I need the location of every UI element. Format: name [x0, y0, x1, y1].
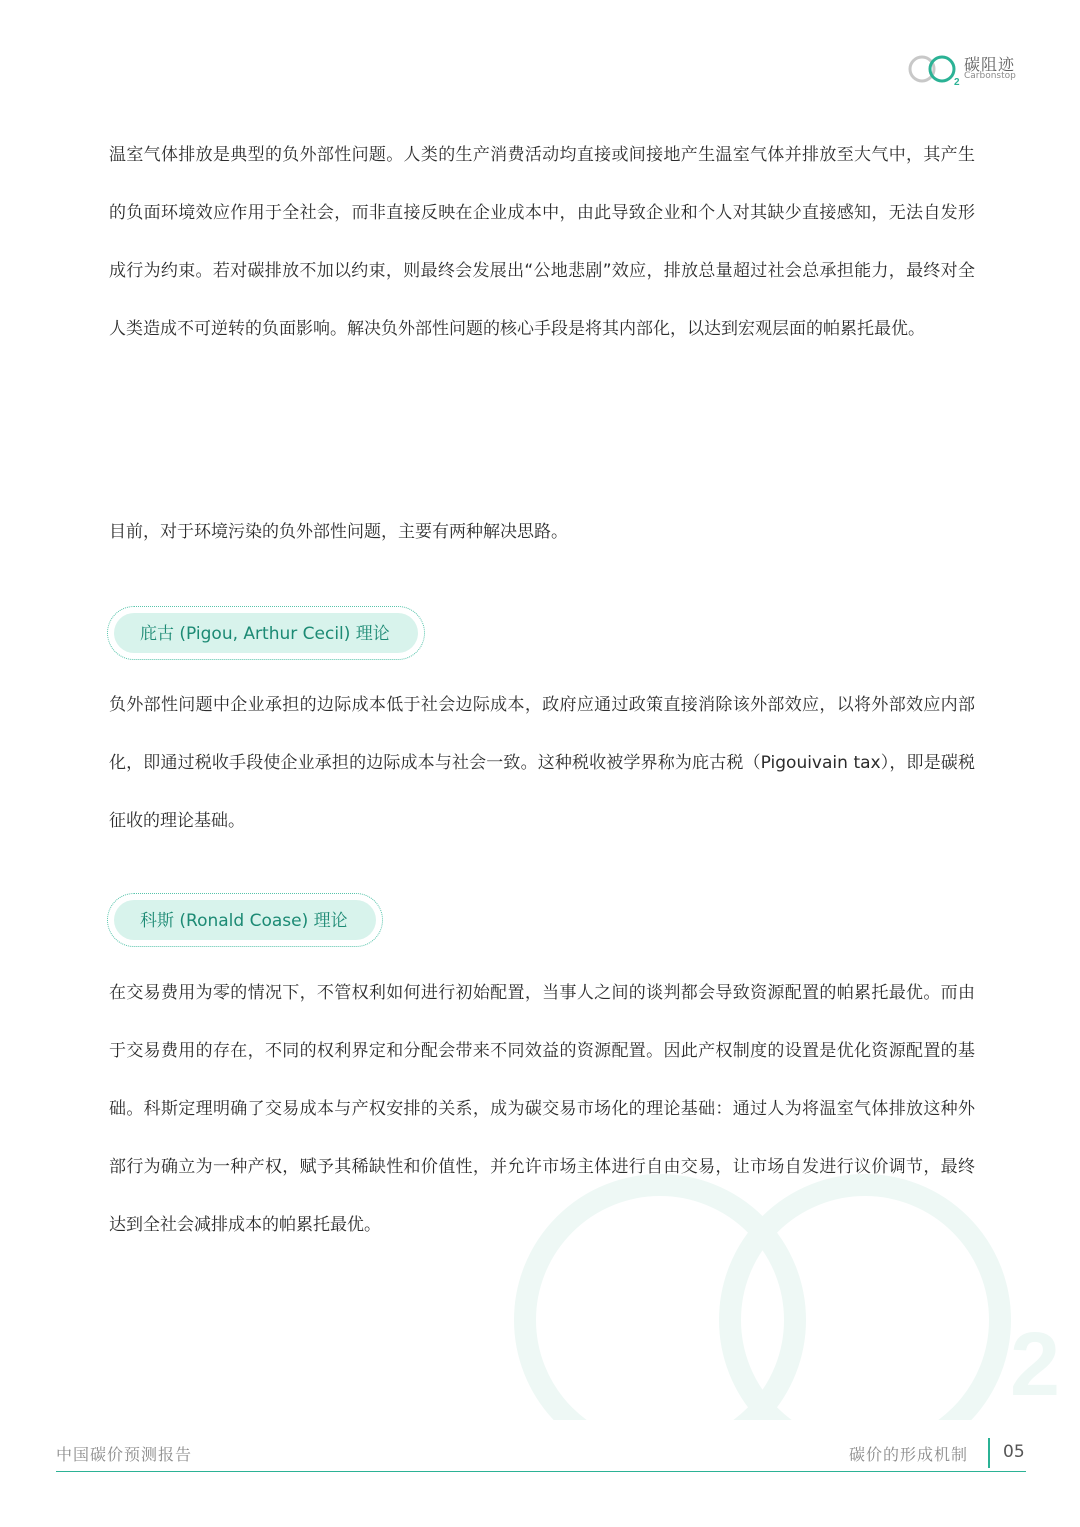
- logo-name-cn: 碳阻迹: [964, 55, 1016, 74]
- carbonstop-logo: [906, 50, 1036, 90]
- pigou-heading-text: 庇古 (Pigou, Arthur Cecil) 理论: [114, 613, 418, 653]
- footer-divider: [988, 1438, 990, 1468]
- footer-rule: [56, 1471, 1026, 1472]
- logo-name-en: Carbonstop: [964, 71, 1016, 81]
- section-title: 碳价的形成机制: [848, 1445, 968, 1464]
- coase-heading-text: 科斯 (Ronald Coase) 理论: [114, 900, 376, 940]
- intro-paragraph: 温室气体排放是典型的负外部性问题。人类的生产消费活动均直接或间接地产生温室气体并排放至大气中，其产生的负面环境效应作用于全社会，而非直接反映在企业成本中，由此导致企业和个人对其缺少直接感知，无法自发形成行为约束。若对碳排放不加以约束，则最终会发展出“公地悲剧”效应，排放总量超过社会总承担能力，最终对全人类造成不可逆转的负面影响。解决负外部性问题的核心手段是将其内部化，以达到宏观层面的帕累托最优。: [109, 145, 975, 339]
- svg-text:2: 2: [954, 77, 960, 88]
- svg-text:2: 2: [1010, 1315, 1061, 1415]
- pigou-paragraph: 负外部性问题中企业承担的边际成本低于社会边际成本，政府应通过政策直接消除该外部效应，以将外部效应内部化，即通过税收手段使企业承担的边际成本与社会一致。这种税收被学界称为庇古税（Pigouivain tax），即是碳税征收的理论基础。: [109, 695, 975, 831]
- page-number: 05: [1003, 1442, 1025, 1462]
- co2-logo-icon: [906, 50, 962, 90]
- report-title: 中国碳价预测报告: [56, 1445, 193, 1464]
- lead-sentence: 目前，对于环境污染的负外部性问题，主要有两种解决思路。: [109, 522, 568, 542]
- coase-theory-heading: [107, 893, 383, 947]
- coase-paragraph: 在交易费用为零的情况下，不管权利如何进行初始配置，当事人之间的谈判都会导致资源配置的帕累托最优。而由于交易费用的存在，不同的权利界定和分配会带来不同效益的资源配置。因此产权制度的设置是优化资源配置的基础。科斯定理明确了交易成本与产权安排的关系，成为碳交易市场化的理论基础：通过人为将温室气体排放这种外部行为确立为一种产权，赋予其稀缺性和价值性，并允许市场主体进行自由交易，让市场自发进行议价调节，最终达到全社会减排成本的帕累托最优。: [109, 983, 975, 1235]
- pigou-theory-heading: [107, 606, 425, 660]
